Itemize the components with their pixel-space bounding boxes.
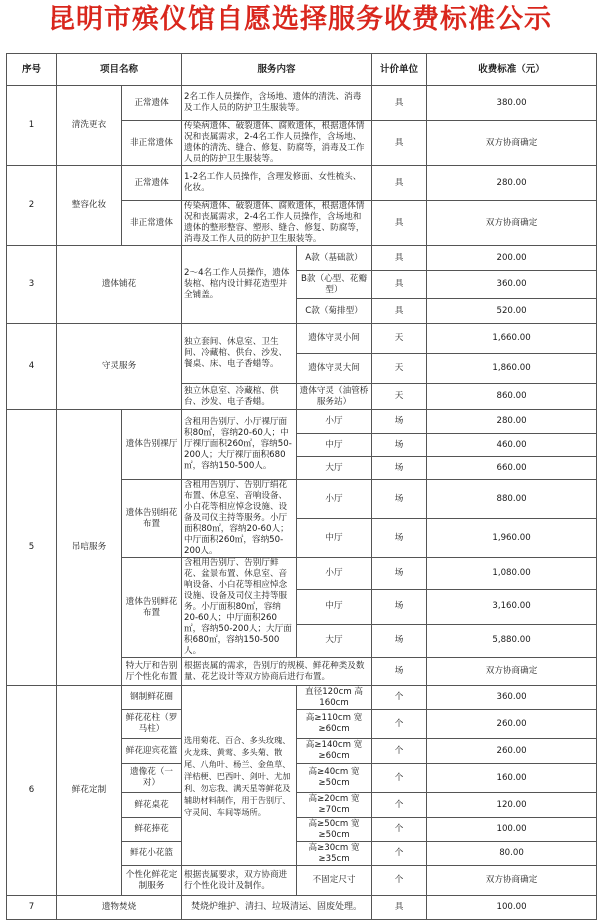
price: 1,080.00	[427, 558, 597, 590]
size-spec: 直径120cm 高160cm	[297, 686, 372, 710]
unit: 天	[372, 354, 427, 384]
price: 460.00	[427, 434, 597, 457]
section-number: 3	[7, 246, 57, 324]
price: 360.00	[427, 686, 597, 710]
flower-item: 鲜花花柱（罗马柱）	[122, 710, 182, 739]
sub-item: 遗体守灵（油管桥服务站）	[297, 384, 372, 410]
unit: 场	[372, 410, 427, 434]
size-spec: 高≥110cm 宽≥60cm	[297, 710, 372, 739]
price: 100.00	[427, 896, 597, 920]
section-number: 6	[7, 686, 57, 896]
service-content: 2～4名工作人员操作，遗体装棺、棺内设计鲜花造型并全铺盖。	[182, 246, 297, 324]
table-row	[7, 166, 597, 201]
header-item: 项目名称	[57, 54, 182, 86]
unit: 场	[372, 624, 427, 657]
price: 280.00	[427, 410, 597, 434]
sub-item-name: 遗体告别鲜花布置	[122, 558, 182, 658]
size-spec: 高≥40cm 宽≥50cm	[297, 764, 372, 793]
price: 380.00	[427, 86, 597, 121]
unit: 具	[372, 86, 427, 121]
price: 100.00	[427, 818, 597, 842]
service-content: 传染病遗体、破裂遗体、腐败遗体，根据遗体情况和丧属需求，2-4名工作人员操作，含场地和遗体的整形整容、塑形、缝合、修复、防腐等，消毒及工作人员的防护卫生服装等。	[182, 201, 372, 246]
price: 260.00	[427, 710, 597, 739]
hall-size: 中厅	[297, 519, 372, 558]
price: 1,860.00	[427, 354, 597, 384]
size-spec: 不固定尺寸	[297, 866, 372, 896]
table-row	[7, 896, 597, 920]
table-row	[7, 86, 597, 121]
unit: 具	[372, 896, 427, 920]
unit: 个	[372, 842, 427, 866]
service-content: 根据丧属的需求，告别厅的规模、鲜花种类及数量、花艺设计等双方协商后进行布置。	[182, 658, 372, 686]
sub-item-name: 遗体告别绢花布置	[122, 480, 182, 558]
unit: 个	[372, 686, 427, 710]
sub-item: B款（心型、花瓣型）	[297, 271, 372, 299]
hall-size: 中厅	[297, 434, 372, 457]
section-number: 4	[7, 324, 57, 410]
service-content: 根据丧属要求，双方协商进行个性化设计及制作。	[182, 866, 297, 896]
hall-size: 小厅	[297, 480, 372, 519]
unit: 具	[372, 299, 427, 324]
unit: 个	[372, 710, 427, 739]
price: 200.00	[427, 246, 597, 271]
unit: 场	[372, 457, 427, 480]
unit: 天	[372, 384, 427, 410]
service-content: 含租用告别厅、告别厅绢花布置、休息室、音响设备、小白花等相应悼念设施、设备及司仪主持等服务。小厅面积80㎡，容纳20-60人；中厅面积260㎡，容纳50-200人。	[182, 480, 297, 558]
price: 160.00	[427, 764, 597, 793]
price: 360.00	[427, 271, 597, 299]
section-number: 5	[7, 410, 57, 686]
header-price: 收费标准（元）	[427, 54, 597, 86]
unit: 具	[372, 121, 427, 166]
service-content: 含租用告别厅、告别厅鲜花、盆景布置、休息室、音响设备、小白花等相应悼念设施、设备及司仪主持等服务。小厅面积80㎡，容纳20-60人；中厅面积260㎡，容纳50-200人；大厅面积680㎡，容纳150-500人。	[182, 558, 297, 658]
item-name: 整容化妆	[57, 166, 122, 246]
service-content: 选用菊花、百合、多头玫瑰、火龙珠、黄莺、多头菊、散尾、八角叶、杨兰、金鱼草、洋桔梗、巴西叶、剑叶、尤加利、勿忘我、满天星等鲜花及辅助材料制作，用于告别厅、守灵间、车间等场所。	[182, 686, 297, 866]
unit: 个	[372, 866, 427, 896]
hall-size: 大厅	[297, 457, 372, 480]
unit: 场	[372, 558, 427, 590]
hall-size: 中厅	[297, 590, 372, 625]
unit: 具	[372, 201, 427, 246]
item-name: 鲜花定制	[57, 686, 122, 896]
unit: 个	[372, 739, 427, 764]
price: 880.00	[427, 480, 597, 519]
item-type: 正常遗体	[122, 86, 182, 121]
price: 520.00	[427, 299, 597, 324]
price: 3,160.00	[427, 590, 597, 625]
price: 双方协商确定	[427, 658, 597, 686]
price: 1,660.00	[427, 324, 597, 354]
item-name: 遗物焚烧	[57, 896, 182, 920]
hall-size: 小厅	[297, 410, 372, 434]
size-spec: 高≥50cm 宽≥50cm	[297, 818, 372, 842]
service-content: 传染病遗体、破裂遗体、腐败遗体，根据遗体情况和丧属需求，2-4名工作人员操作，含场地、遗体的清洗、缝合、修复、防腐等，消毒及工作人员的防护卫生服装等。	[182, 121, 372, 166]
price: 860.00	[427, 384, 597, 410]
price: 双方协商确定	[427, 201, 597, 246]
header-unit: 计价单位	[372, 54, 427, 86]
price: 5,880.00	[427, 624, 597, 657]
price: 1,960.00	[427, 519, 597, 558]
price: 120.00	[427, 793, 597, 818]
unit: 场	[372, 480, 427, 519]
table-row	[7, 324, 597, 354]
sub-item: 遗体守灵大间	[297, 354, 372, 384]
section-number: 2	[7, 166, 57, 246]
unit: 天	[372, 324, 427, 354]
unit: 场	[372, 519, 427, 558]
flower-item: 鲜花小花篮	[122, 842, 182, 866]
unit: 个	[372, 818, 427, 842]
unit: 具	[372, 271, 427, 299]
item-type: 正常遗体	[122, 166, 182, 201]
unit: 场	[372, 658, 427, 686]
service-content: 独立套间、休息室、卫生间、冷藏棺、供台、沙发、餐桌、床、电子香蜡等。	[182, 324, 297, 384]
unit: 具	[372, 246, 427, 271]
flower-item: 个性化鲜花定制服务	[122, 866, 182, 896]
price: 80.00	[427, 842, 597, 866]
price: 280.00	[427, 166, 597, 201]
service-content: 独立休息室、冷藏棺、供台、沙发、电子香蜡。	[182, 384, 297, 410]
flower-item: 鲜花迎宾花篮	[122, 739, 182, 764]
item-name: 守灵服务	[57, 324, 182, 410]
flower-item: 鲜花捧花	[122, 818, 182, 842]
flower-item: 鲜花桌花	[122, 793, 182, 818]
unit: 场	[372, 590, 427, 625]
service-content: 含租用告别厅、小厅裸厅面积80㎡，容纳20-60人；中厅裸厅面积260㎡，容纳50-200人；大厅裸厅面积680㎡，容纳150-500人。	[182, 410, 297, 480]
size-spec: 高≥20cm 宽≥70cm	[297, 793, 372, 818]
table-row	[7, 246, 597, 271]
hall-size: 大厅	[297, 624, 372, 657]
sub-item-name: 遗体告别裸厅	[122, 410, 182, 480]
price: 双方协商确定	[427, 866, 597, 896]
table-row	[7, 410, 597, 434]
item-name: 清洗更衣	[57, 86, 122, 166]
service-content: 1-2名工作人员操作，含理发修面、女性梳头、化妆。	[182, 166, 372, 201]
service-content: 2名工作人员操作，含场地、遗体的清洗、消毒及工作人员的防护卫生服装等。	[182, 86, 372, 121]
unit: 个	[372, 793, 427, 818]
price: 260.00	[427, 739, 597, 764]
unit: 个	[372, 764, 427, 793]
item-type: 非正常遗体	[122, 121, 182, 166]
item-name: 吊唁服务	[57, 410, 122, 686]
sub-item: 遗体守灵小间	[297, 324, 372, 354]
section-number: 1	[7, 86, 57, 166]
unit: 场	[372, 434, 427, 457]
header-content: 服务内容	[182, 54, 372, 86]
hall-size: 小厅	[297, 558, 372, 590]
page-title: 昆明市殡仪馆自愿选择服务收费标准公示	[48, 4, 552, 35]
fee-table	[6, 53, 597, 920]
table-row	[7, 686, 597, 710]
flower-item: 钢制鲜花圈	[122, 686, 182, 710]
sub-item-name: 特大厅和告别厅个性化布置	[122, 658, 182, 686]
item-type: 非正常遗体	[122, 201, 182, 246]
price: 双方协商确定	[427, 121, 597, 166]
flower-item: 遗像花（一对）	[122, 764, 182, 793]
size-spec: 高≥30cm 宽≥35cm	[297, 842, 372, 866]
size-spec: 高≥140cm 宽≥60cm	[297, 739, 372, 764]
header-seq: 序号	[7, 54, 57, 86]
price: 660.00	[427, 457, 597, 480]
service-content: 焚烧炉维护、清扫、垃圾清运、固废处理。	[182, 896, 372, 920]
table-header-row	[7, 54, 597, 86]
sub-item: C款（菊排型）	[297, 299, 372, 324]
unit: 具	[372, 166, 427, 201]
item-name: 遗体铺花	[57, 246, 182, 324]
section-number: 7	[7, 896, 57, 920]
sub-item: A款（基础款）	[297, 246, 372, 271]
